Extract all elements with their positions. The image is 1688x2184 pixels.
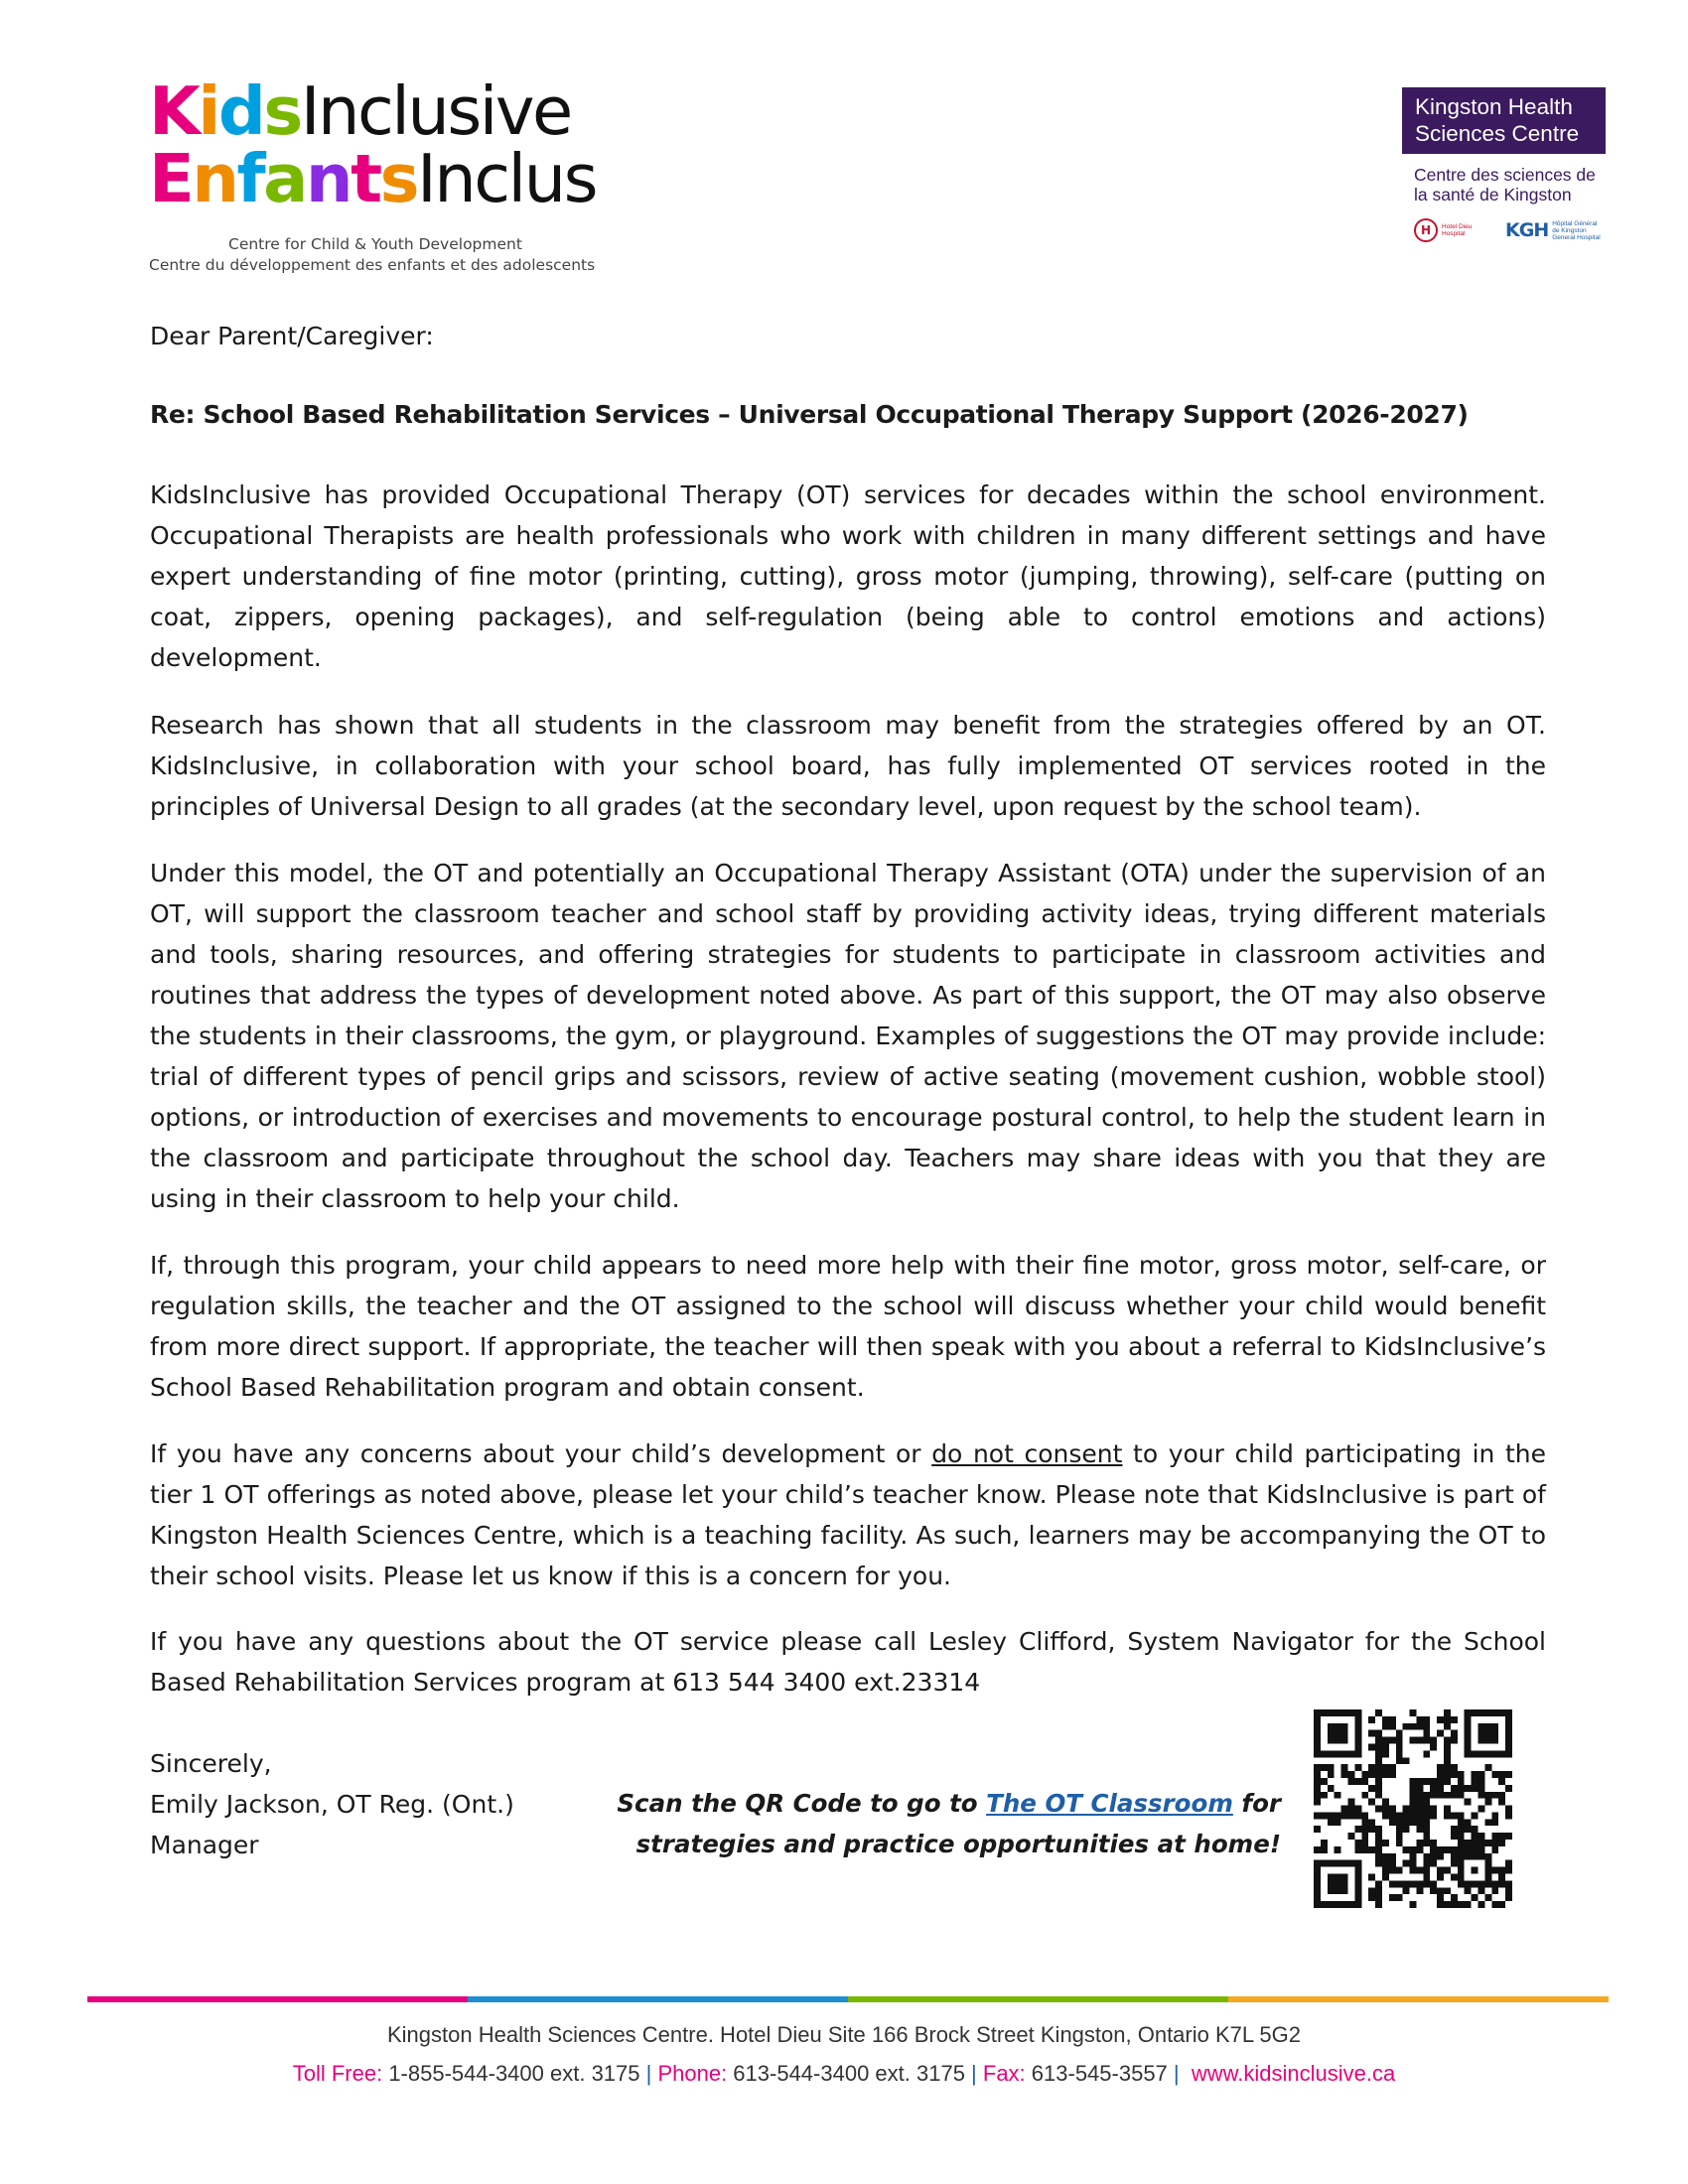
logo-inclusive: Inclusive [300, 72, 571, 150]
toll-free-number: 1-855-544-3400 ext. 3175 [382, 2061, 646, 2086]
qr-callout-text: Scan the QR Code to go to [617, 1789, 987, 1818]
khsc-sites [1414, 218, 1606, 242]
logo-subtitle-fr: Centre du développement des enfants et des adolescents [149, 256, 596, 274]
website-link[interactable]: www.kidsinclusive.ca [1191, 2061, 1396, 2086]
qr-callout [556, 1783, 1281, 1864]
logo-enfants: Enfants [149, 140, 417, 217]
fax-number: 613-545-3557 [1025, 2061, 1174, 2086]
paragraph-intro: KidsInclusive has provided Occupational Therapy (OT) services for decades within the school environment. Occupational Therapists are health professionals who work with children in many different settings and have expert understanding of fine motor (printing, cutting), gross motor (jumping, throwing), self-care (putting on coat, zippers, opening packages), and self-regulation (being able to control emotions and actions) development. [150, 480, 1546, 672]
logo-line-1 [149, 72, 606, 150]
qr-callout-line-2: strategies and practice opportunities at home! [635, 1830, 1281, 1858]
paragraph-research: Research has shown that all students in the classroom may benefit from the strategies offered by an OT. KidsInclusive, in collaboration with your school board, has fully implemented OT services rooted in the principles of Universal Design to all grades (at the secondary level, upon request by the school team). [150, 711, 1546, 821]
signer-name: Emily Jackson, OT Reg. (Ont.) [150, 1790, 514, 1819]
kgh-label: Hôpital Général de Kingston General Hospital [1552, 219, 1601, 241]
hotel-dieu-label: Hotel Dieu Hospital [1442, 223, 1473, 237]
qr-code-icon[interactable] [1314, 1709, 1512, 1908]
logo-inclus: Inclus [416, 140, 597, 217]
do-not-consent-underlined: do not consent [931, 1439, 1123, 1468]
kgh-icon: KGH [1505, 219, 1549, 241]
logo-subtitle [149, 234, 606, 276]
paragraph-contact: If you have any questions about the OT service please call Lesley Clifford, System Navigator for the School Based Rehabilitation Services program at 613 544 3400 ext.23314 [150, 1627, 1546, 1697]
qr-callout-line-1 [556, 1783, 1281, 1824]
logo-line-2 [149, 140, 606, 217]
consent-text-a: If you have any concerns about your child’s development or [150, 1439, 932, 1468]
ot-classroom-link[interactable]: The OT Classroom [986, 1789, 1233, 1818]
hotel-dieu-site [1414, 218, 1491, 242]
phone-number: 613-544-3400 ext. 3175 [727, 2061, 972, 2086]
consent-text-b: to your child participating in the tier 1 OT offerings as noted above, please let your child’s teacher know. Please note that KidsInclusive is part of Kingston Health Sciences Centre, which is a teaching facility. As such, learners may be accompanying the OT to their school visits. Please let us know if this is a concern for you. [150, 1439, 1546, 1590]
logo-kids: Kids [149, 72, 301, 150]
salutation: Dear Parent/Caregiver: [150, 322, 434, 350]
separator: | [645, 2061, 652, 2086]
rule-segment [87, 1996, 468, 2002]
kidsinclusive-logo [149, 72, 606, 276]
khsc-fr-line-1: Centre des sciences de [1414, 165, 1596, 185]
footer-address: Kingston Health Sciences Centre. Hotel Dieu Site 166 Brock Street Kingston, Ontario K7L 5G2 [386, 2022, 1301, 2047]
separator: | [1173, 2061, 1180, 2086]
rule-segment [848, 1996, 1228, 2002]
footer-contacts [0, 2061, 1688, 2087]
paragraph-referral: If, through this program, your child appears to need more help with their fine motor, gross motor, self-care, or regulation skills, the teacher and the OT assigned to the school will discuss whether your child would benefit from more direct support. If appropriate, the teacher will then speak with you about a referral to KidsInclusive’s School Based Rehabilitation program and obtain consent. [150, 1251, 1546, 1402]
separator: | [971, 2061, 977, 2086]
footer-color-rule [87, 1996, 1609, 2002]
rule-segment [468, 1996, 848, 2002]
khsc-name-line-2: Sciences Centre [1415, 121, 1580, 146]
khsc-name-box [1402, 87, 1606, 154]
khsc-name-line-1: Kingston Health [1415, 94, 1573, 119]
khsc-french-name [1414, 165, 1606, 205]
qr-callout-text-end: for [1232, 1789, 1281, 1818]
signer-title: Manager [150, 1831, 259, 1859]
kgh-site [1505, 219, 1602, 241]
paragraph-consent [150, 1433, 1546, 1596]
hotel-dieu-icon: H [1414, 218, 1438, 242]
phone-label: Phone: [651, 2061, 728, 2086]
closing: Sincerely, [150, 1749, 272, 1778]
khsc-logo [1402, 87, 1606, 242]
fax-label: Fax: [976, 2061, 1026, 2086]
toll-free-label: Toll Free: [292, 2061, 383, 2086]
rule-segment [1228, 1996, 1609, 2002]
khsc-fr-line-2: la santé de Kingston [1414, 185, 1572, 205]
subject-line: Re: School Based Rehabilitation Services – Universal Occupational Therapy Support (2026-2027) [150, 400, 1469, 429]
paragraph-model: Under this model, the OT and potentially an Occupational Therapy Assistant (OTA) under the supervision of an OT, will support the classroom teacher and school staff by providing activity ideas, trying different materials and tools, sharing resources, and offering strategies for students to participate in classroom activities and routines that address the types of development noted above. As part of this support, the OT may also observe the students in their classrooms, the gym, or playground. Examples of suggestions the OT may provide include: trial of different types of pencil grips and scissors, review of active seating (movement cushion, wobble stool) options, or introduction of exercises and movements to encourage postural control, to help the student learn in the classroom and participate throughout the school day. Teachers may share ideas with you that they are using in their classroom to help your child. [150, 859, 1546, 1213]
logo-subtitle-en: Centre for Child & Youth Development [228, 235, 522, 253]
